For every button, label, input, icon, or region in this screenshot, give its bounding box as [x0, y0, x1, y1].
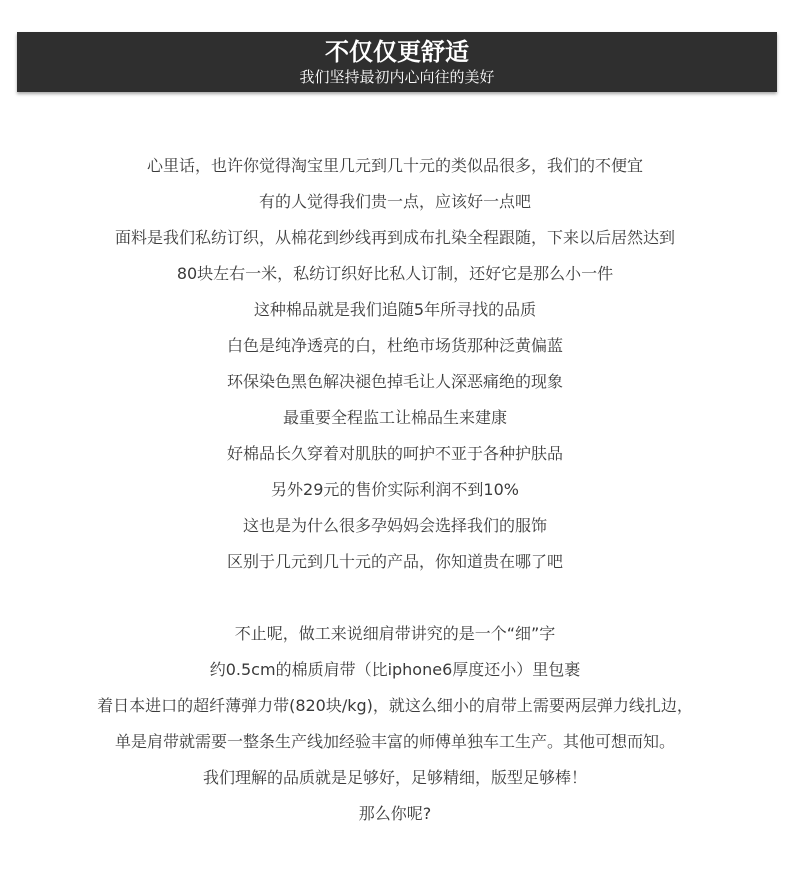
text-line: 这种棉品就是我们追随5年所寻找的品质	[253, 300, 537, 319]
text-line: 不止呢，做工来说细肩带讲究的是一个“细”字	[234, 624, 556, 643]
text-line: 环保染色黑色解决褪色掉毛让人深恶痛绝的现象	[226, 372, 563, 391]
text-line: 我们理解的品质就是足够好，足够精细，版型足够棒！	[202, 768, 587, 787]
text-line: 面料是我们私纺订织，从棉花到纱线再到成布扎染全程跟随，下来以后居然达到	[114, 228, 675, 247]
text-line: 心里话，也许你觉得淘宝里几元到几十元的类似品很多，我们的不便宜	[146, 156, 643, 175]
text-line: 单是肩带就需要一整条生产线加经验丰富的师傅单独车工生产。其他可想而知。	[114, 732, 675, 751]
paragraph-craftsmanship	[0, 616, 790, 832]
paragraph-quality	[0, 148, 790, 580]
text-line: 最重要全程监工让棉品生来建康	[282, 408, 507, 427]
text-line: 区别于几元到几十元的产品，你知道贵在哪了吧	[226, 552, 563, 571]
description-body	[0, 148, 790, 832]
text-line: 有的人觉得我们贵一点，应该好一点吧	[258, 192, 531, 211]
text-line: 这也是为什么很多孕妈妈会选择我们的服饰	[242, 516, 547, 535]
text-line: 80块左右一米，私纺订织好比私人订制，还好它是那么小一件	[176, 264, 614, 283]
header-banner	[17, 32, 777, 92]
text-line: 那么你呢?	[358, 804, 432, 823]
text-line: 另外29元的售价实际利润不到10%	[271, 480, 519, 499]
text-line: 好棉品长久穿着对肌肤的呵护不亚于各种护肤品	[226, 444, 563, 463]
text-line: 白色是纯净透亮的白，杜绝市场货那种泛黄偏蓝	[226, 336, 563, 355]
text-line: 着日本进口的超纤薄弹力带(820块/kg)，就这么细小的肩带上需要两层弹力线扎边，	[97, 696, 693, 715]
text-line: 约0.5cm的棉质肩带（比iphone6厚度还小）里包裹	[209, 660, 581, 679]
banner-title: 不仅仅更舒适	[325, 38, 469, 66]
banner-subtitle: 我们坚持最初内心向往的美好	[299, 68, 495, 86]
